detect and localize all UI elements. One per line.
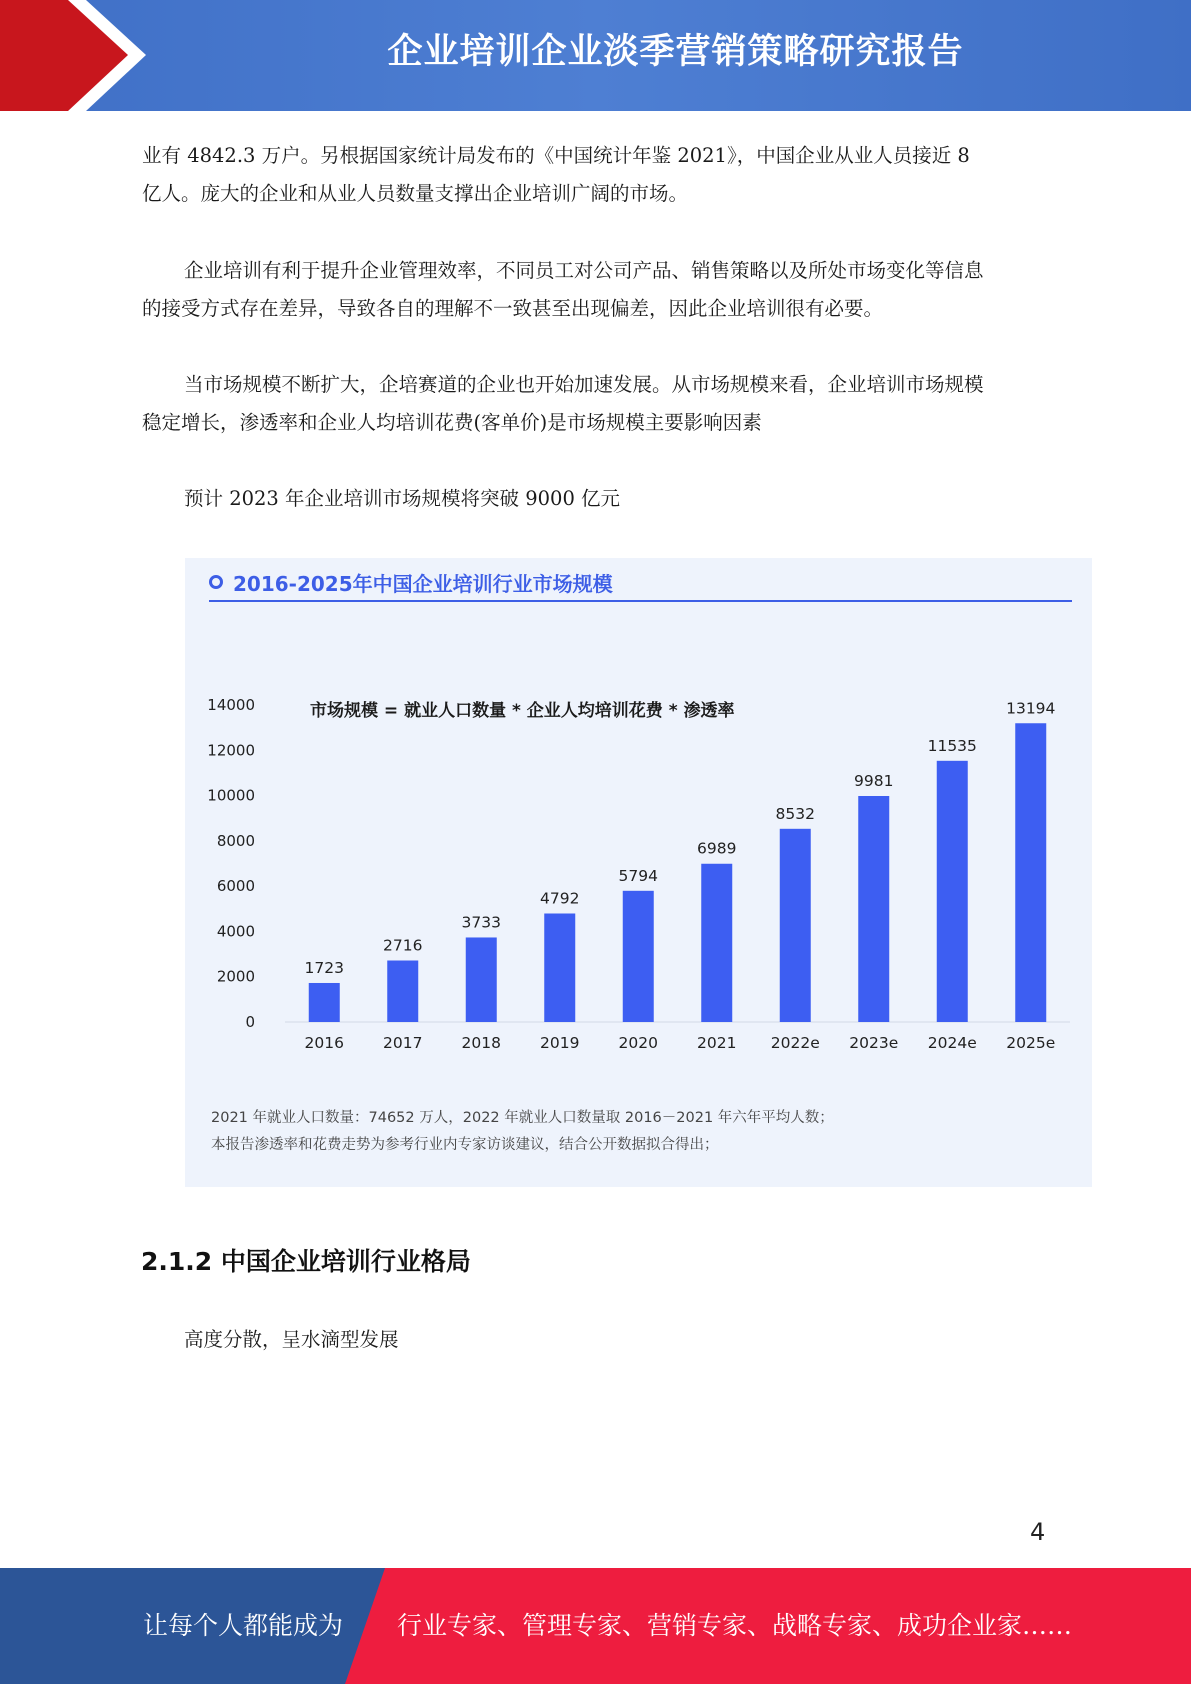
- footer-banner: [0, 1568, 1191, 1684]
- bar: [701, 864, 732, 1022]
- y-tick-label: 2000: [216, 967, 255, 986]
- footer-slogan: 让每个人都能成为: [143, 1611, 344, 1640]
- y-tick-label: 4000: [216, 922, 255, 941]
- bar-value-label: 3733: [461, 913, 501, 932]
- x-tick-label: 2016: [304, 1034, 344, 1052]
- bar: [387, 961, 418, 1022]
- paragraph-3: [142, 366, 1054, 442]
- page-number: 4: [1030, 1518, 1046, 1546]
- chart-note: 2021 年就业人口数量：74652 万人，2022 年就业人口数量取 2016－2021 年六年平均人数；: [211, 1110, 834, 1126]
- x-tick-label: 2022e: [770, 1034, 820, 1052]
- bar-value-label: 9981: [854, 772, 894, 791]
- y-tick-label: 14000: [207, 696, 255, 714]
- chart-formula: 市场规模 = 就业人口数量 * 企业人均培训花费 * 渗透率: [310, 701, 735, 721]
- paragraph-line: 的接受方式存在差异，导致各自的理解不一致甚至出现偏差，因此企业培训很有必要。: [142, 297, 884, 320]
- y-tick-label: 12000: [207, 741, 255, 760]
- x-tick-label: 2025e: [1006, 1034, 1056, 1052]
- bar: [780, 829, 811, 1022]
- bar: [858, 796, 889, 1022]
- x-tick-label: 2023e: [849, 1034, 899, 1052]
- chart-title: 2016-2025年中国企业培训行业市场规模: [233, 572, 613, 596]
- x-tick-label: 2024e: [927, 1034, 977, 1052]
- report-title: 企业培训企业淡季营销策略研究报告: [387, 32, 964, 72]
- bar-value-label: 4792: [540, 889, 580, 908]
- paragraph-line: 稳定增长，渗透率和企业人均培训花费(客单价)是市场规模主要影响因素: [142, 411, 762, 434]
- section-heading: 2.1.2 中国企业培训行业格局: [141, 1247, 471, 1276]
- y-tick-label: 0: [245, 1013, 255, 1031]
- bar-value-label: 6989: [697, 839, 737, 858]
- chart-note: 本报告渗透率和花费走势为参考行业内专家访谈建议，结合公开数据拟合得出；: [211, 1137, 719, 1153]
- bar-value-label: 8532: [775, 804, 815, 823]
- paragraph-line: 预计 2023 年企业培训市场规模将突破 9000 亿元: [184, 487, 621, 510]
- paragraph-4: [142, 480, 1054, 518]
- x-tick-label: 2019: [540, 1034, 580, 1052]
- bar: [544, 913, 575, 1022]
- paragraph-1: [142, 137, 1054, 213]
- y-tick-label: 10000: [207, 786, 255, 805]
- section-paragraph: [142, 1321, 1054, 1359]
- paragraph-2: [142, 252, 1054, 328]
- bar: [466, 937, 497, 1022]
- x-tick-label: 2021: [697, 1034, 737, 1052]
- bar-value-label: 11535: [927, 736, 977, 755]
- bar-value-label: 13194: [1006, 699, 1056, 718]
- bar-value-label: 2716: [383, 936, 423, 955]
- x-tick-label: 2018: [461, 1034, 501, 1052]
- bar: [309, 983, 340, 1022]
- x-tick-label: 2017: [383, 1034, 423, 1052]
- bar: [937, 761, 968, 1022]
- bar-value-label: 5794: [618, 866, 658, 885]
- paragraph-line: 当市场规模不断扩大，企培赛道的企业也开始加速发展。从市场规模来看，企业培训市场规模: [184, 373, 984, 396]
- chart-panel: [185, 558, 1092, 1187]
- paragraph-line: 亿人。庞大的企业和从业人员数量支撑出企业培训广阔的市场。: [142, 182, 689, 205]
- y-tick-label: 6000: [216, 877, 255, 896]
- paragraph-line: 高度分散，呈水滴型发展: [184, 1328, 399, 1351]
- y-tick-label: 8000: [216, 831, 255, 850]
- footer-roles: 行业专家、管理专家、营销专家、战略专家、成功企业家……: [397, 1611, 1073, 1640]
- header-banner: [0, 0, 1191, 111]
- bar: [623, 891, 654, 1022]
- paragraph-line: 企业培训有利于提升企业管理效率，不同员工对公司产品、销售策略以及所处市场变化等信息: [184, 259, 984, 282]
- x-tick-label: 2020: [618, 1034, 658, 1052]
- bar-value-label: 1723: [304, 958, 344, 977]
- paragraph-line: 业有 4842.3 万户。另根据国家统计局发布的《中国统计年鉴 2021》，中国企业从业人员接近 8: [142, 144, 970, 167]
- title-bullet-icon: [211, 577, 222, 588]
- bar: [1015, 723, 1046, 1022]
- bar-chart: [185, 558, 1092, 1187]
